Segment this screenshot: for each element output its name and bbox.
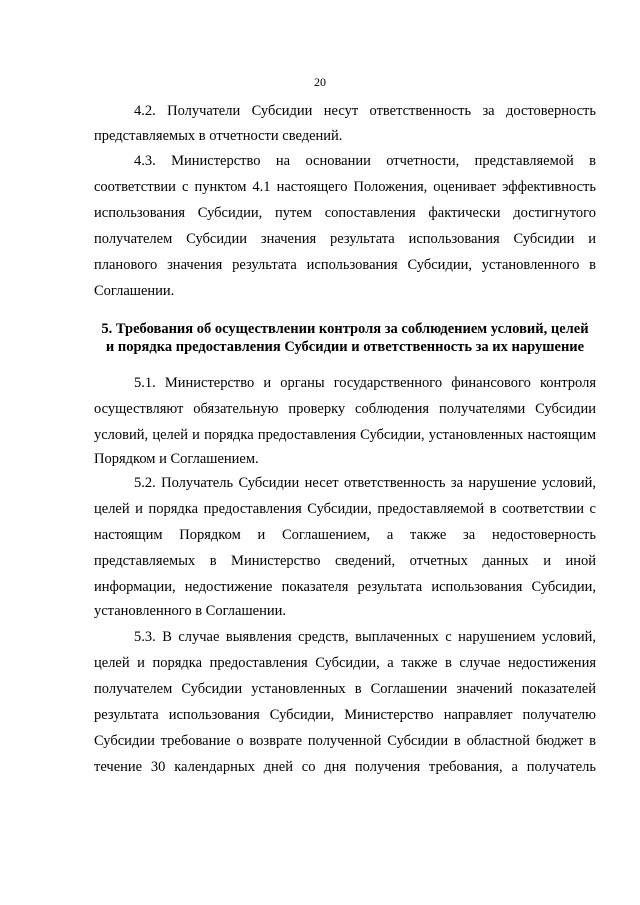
text-line: осуществляют обязательную проверку соблюдения получателями Субсидии bbox=[94, 401, 596, 417]
text-line: информации, недостижение показателя результата использования Субсидии, bbox=[94, 579, 596, 595]
text-line: течение 30 календарных дней со дня получения требования, а получатель bbox=[94, 759, 596, 775]
text-line: планового значения результата использования Субсидии, установленного в bbox=[94, 257, 596, 273]
text-line: 5.1. Министерство и органы государственного финансового контроля bbox=[134, 375, 596, 391]
text-line: условий, целей и порядка предоставления Субсидии, установленных настоящим bbox=[94, 427, 596, 443]
text-line: Субсидии требование о возврате полученной Субсидии в областной бюджет в bbox=[94, 733, 596, 749]
text-line: получателем Субсидии значения результата использования Субсидии и bbox=[94, 231, 596, 247]
text-line: 4.2. Получатели Субсидии несут ответственность за достоверность bbox=[134, 103, 596, 119]
text-line: Порядком и Соглашением. bbox=[94, 451, 259, 467]
text-line: соответствии с пунктом 4.1 настоящего Положения, оценивает эффективность bbox=[94, 179, 596, 195]
text-line: результата использования Субсидии, Министерство направляет получателю bbox=[94, 707, 596, 723]
text-line: целей и порядка предоставления Субсидии, а также в случае недостижения bbox=[94, 655, 596, 671]
text-line: использования Субсидии, путем сопоставления фактически достигнутого bbox=[94, 205, 596, 221]
text-line: Соглашении. bbox=[94, 283, 175, 299]
text-line: 4.3. Министерство на основании отчетности, представляемой в bbox=[134, 153, 596, 169]
text-line: представляемых в отчетности сведений. bbox=[94, 128, 343, 144]
text-line: 5.3. В случае выявления средств, выплаченных с нарушением условий, bbox=[134, 629, 596, 645]
page-number: 20 bbox=[314, 75, 326, 89]
text-line: представляемых в Министерство сведений, отчетных данных и иной bbox=[94, 553, 596, 569]
section-heading-line: и порядка предоставления Субсидии и ответственность за их нарушение bbox=[105, 339, 585, 355]
section-heading-line: 5. Требования об осуществлении контроля за соблюдением условий, целей bbox=[101, 321, 589, 337]
text-line: настоящим Порядком и Соглашением, а также за недостоверность bbox=[94, 527, 596, 543]
text-line: целей и порядка предоставления Субсидии, предоставляемой в соответствии с bbox=[94, 501, 596, 517]
text-line: 5.2. Получатель Субсидии несет ответственность за нарушение условий, bbox=[134, 475, 596, 491]
text-line: получателем Субсидии установленных в Соглашении значений показателей bbox=[94, 681, 596, 697]
text-line: установленного в Соглашении. bbox=[94, 603, 286, 619]
